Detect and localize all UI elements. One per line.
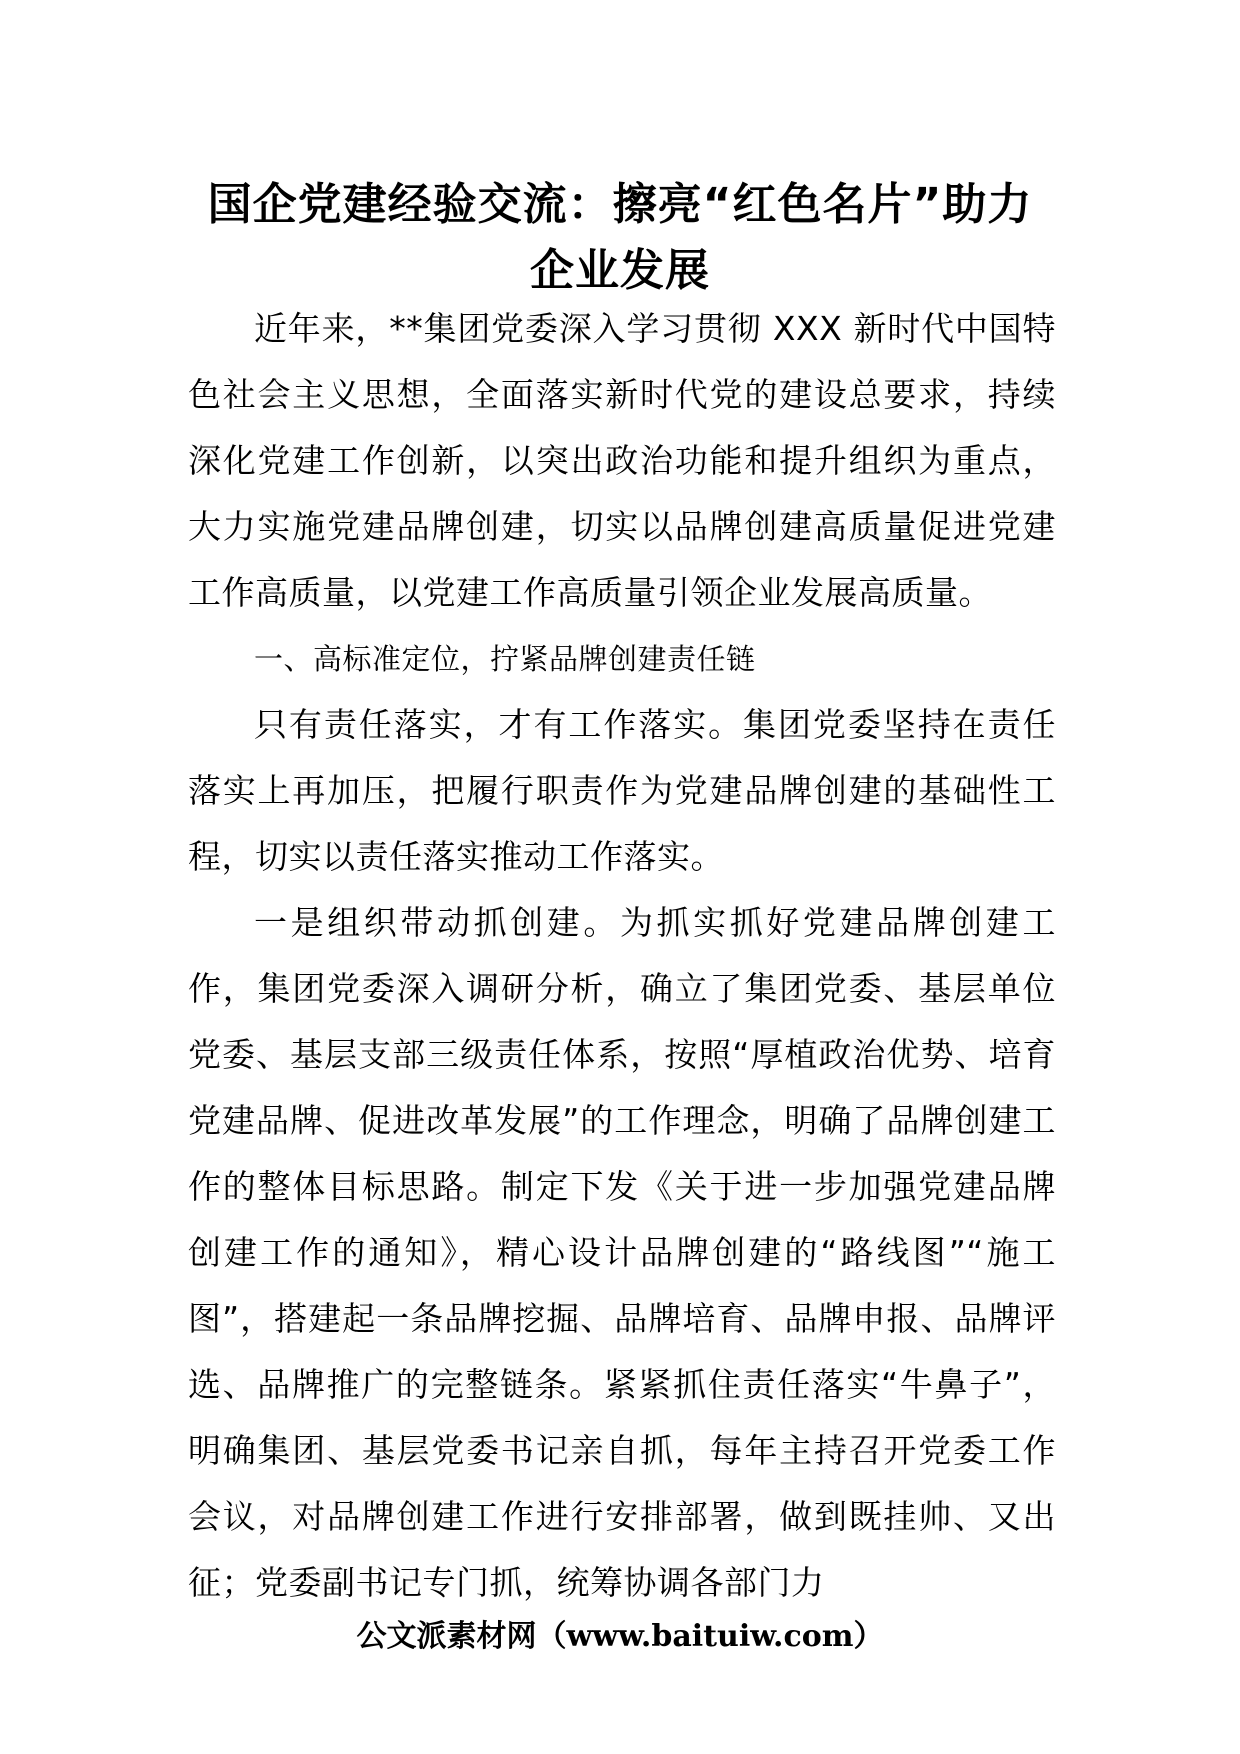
- body-paragraph: 一是组织带动抓创建。为抓实抓好党建品牌创建工作，集团党委深入调研分析，确立了集团党委、基层单位党委、基层支部三级责任体系，按照“厚植政治优势、培育党建品牌、促进改革发展”的工作理念，明确了品牌创建工作的整体目标思路。制定下发《关于进一步加强党建品牌创建工作的通知》，精心设计品牌创建的“路线图”“施工图”，搭建起一条品牌挖掘、品牌培育、品牌申报、品牌评选、品牌推广的完整链条。紧紧抓住责任落实“牛鼻子”，明确集团、基层党委书记亲自抓，每年主持召开党委工作会议，对品牌创建工作进行安排部署，做到既挂帅、又出征；党委副书记专门抓，统筹协调各部门力: [188, 903, 1056, 1602]
- body-paragraph: 只有责任落实，才有工作落实。集团党委坚持在责任落实上再加压，把履行职责作为党建品牌创建的基础性工程，切实以责任落实推动工作落实。: [188, 705, 1056, 876]
- document-title: 国企党建经验交流：擦亮“红色名片”助力企业发展: [207, 179, 1033, 296]
- intro-paragraph: 近年来，**集团党委深入学习贯彻 XXX 新时代中国特色社会主义思想，全面落实新时代党的建设总要求，持续深化党建工作创新，以突出政治功能和提升组织为重点，大力实施党建品牌创建，切实以品牌创建高质量促进党建工作高质量，以党建工作高质量引领企业发展高质量。: [188, 309, 1056, 612]
- document-body: [188, 296, 1056, 1616]
- footer-watermark: 公文派素材网（www.baituiw.com）: [356, 1619, 884, 1654]
- section-heading: 一、高标准定位，拧紧品牌创建责任链: [254, 642, 756, 676]
